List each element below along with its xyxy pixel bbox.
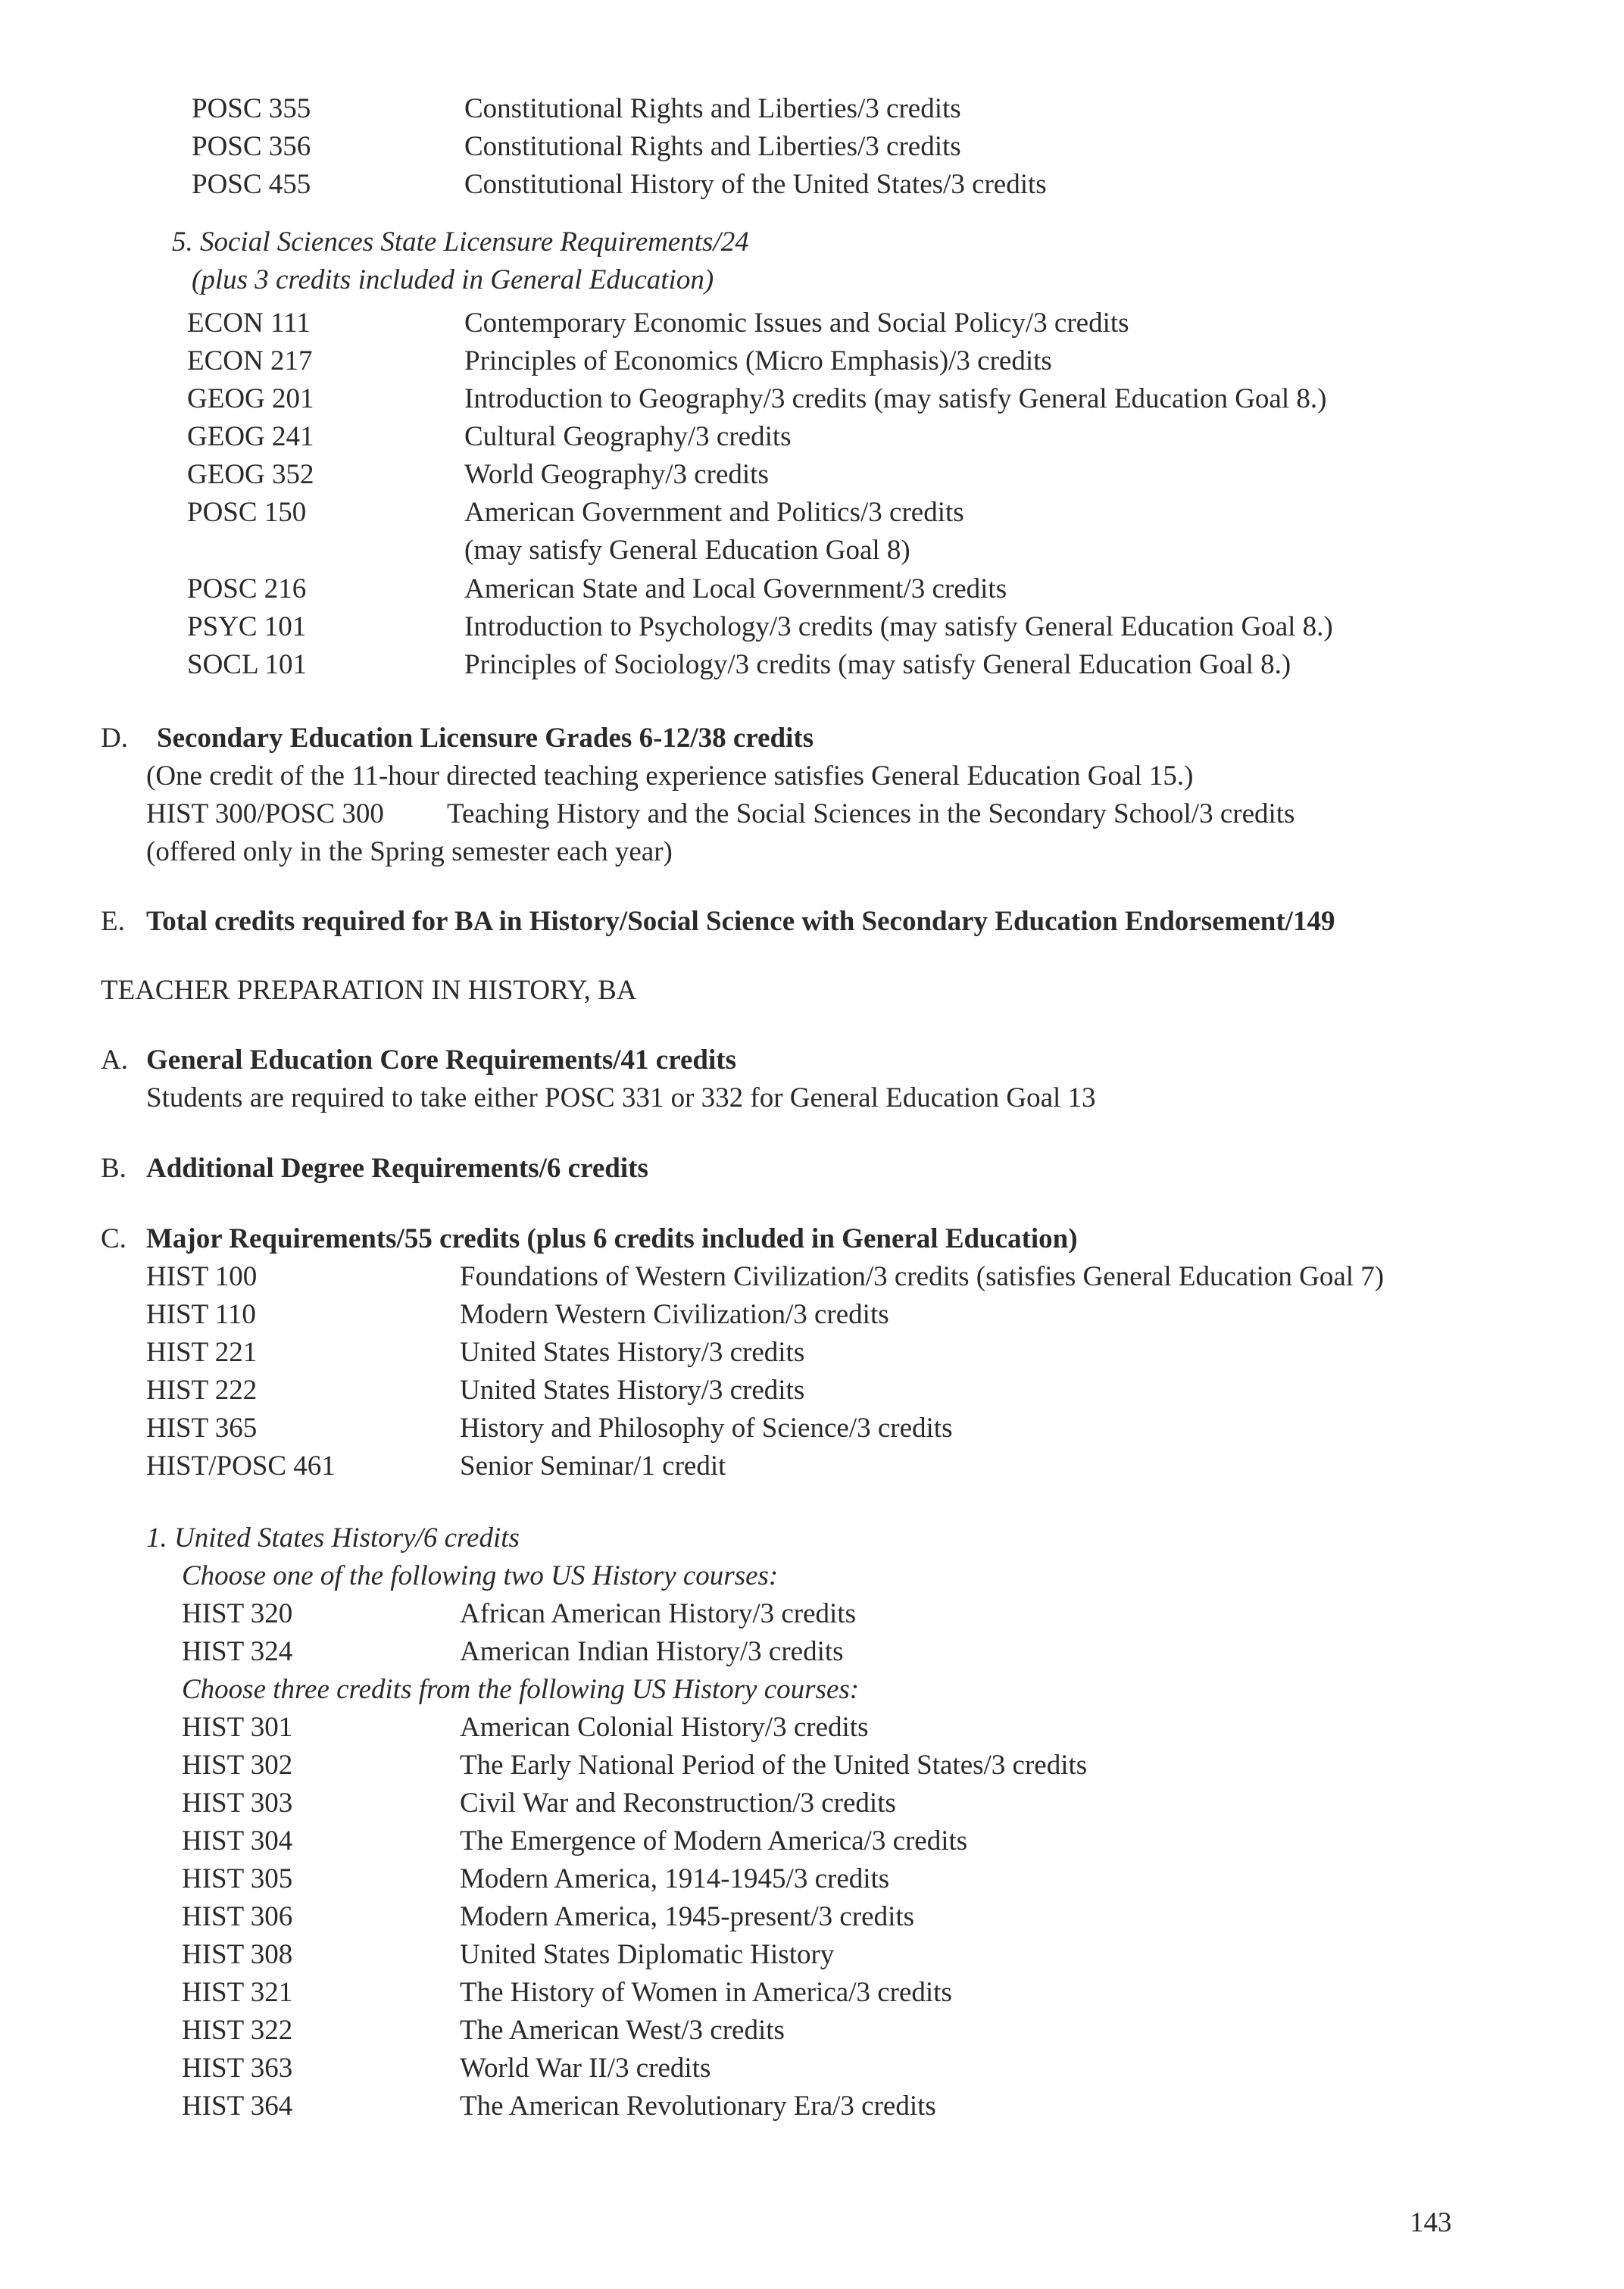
section-letter: E. [101,906,125,937]
course-title: Constitutional Rights and Liberties/3 credits [464,131,961,162]
course-title: The American West/3 credits [460,2015,785,2046]
course-code: POSC 216 [187,573,307,604]
course-code: HIST 221 [146,1337,258,1368]
course-title: History and Philosophy of Science/3 credits [460,1413,953,1444]
course-note: (may satisfy General Education Goal 8) [464,535,910,566]
course-title: The History of Women in America/3 credits [460,1977,952,2008]
course-code: HIST 305 [182,1863,293,1894]
course-title: Cultural Geography/3 credits [464,421,792,452]
course-title: Modern America, 1945-present/3 credits [460,1901,915,1932]
section-letter: B. [101,1153,126,1184]
course-code: POSC 355 [192,93,311,124]
course-title: African American History/3 credits [460,1598,856,1629]
course-code: HIST 304 [182,1825,293,1856]
course-code: HIST 308 [182,1939,293,1970]
course-code: HIST 363 [182,2053,293,2084]
course-title: American State and Local Government/3 credits [464,573,1007,604]
choose-one-instruction: Choose one of the following two US History courses: [182,1560,779,1591]
course-title: Contemporary Economic Issues and Social Policy/3 credits [464,308,1129,339]
section-b-heading: Additional Degree Requirements/6 credits [146,1153,648,1184]
social-sciences-subheading: (plus 3 credits included in General Education) [192,264,714,295]
program-title: TEACHER PREPARATION IN HISTORY, BA [101,975,637,1006]
course-title: Foundations of Western Civilization/3 credits (satisfies General Education Goal 7) [460,1261,1385,1292]
course-code: HIST 321 [182,1977,293,2008]
course-code: HIST/POSC 461 [146,1451,336,1482]
course-code: GEOG 352 [187,459,314,490]
course-title: The American Revolutionary Era/3 credits [460,2091,936,2122]
course-code: GEOG 241 [187,421,314,452]
course-code: POSC 356 [192,131,311,162]
course-code: ECON 217 [187,345,313,376]
course-code: PSYC 101 [187,611,307,642]
course-title: The Emergence of Modern America/3 credits [460,1825,968,1856]
section-c-heading-rest: credits (plus 6 credits included in General Education) [439,1223,1078,1254]
course-title: United States Diplomatic History [460,1939,835,1970]
course-code: HIST 364 [182,2091,293,2122]
social-sciences-heading: 5. Social Sciences State Licensure Requirements/24 [172,226,749,258]
course-title: World War II/3 credits [460,2053,711,2084]
course-title: Modern America, 1914-1945/3 credits [460,1863,890,1894]
section-letter: D. [101,723,128,754]
course-code: GEOG 201 [187,383,314,414]
course-title: United States History/3 credits [460,1375,805,1406]
section-c-heading [146,1225,1078,1253]
course-code: POSC 150 [187,497,307,528]
course-code: HIST 300/POSC 300 [146,798,384,829]
course-title: American Indian History/3 credits [460,1636,844,1667]
course-title: The Early National Period of the United States/3 credits [460,1750,1088,1781]
course-title: Constitutional Rights and Liberties/3 credits [464,93,961,124]
course-title: American Colonial History/3 credits [460,1712,869,1743]
course-title: Introduction to Psychology/3 credits (may satisfy General Education Goal 8.) [464,611,1333,642]
course-title: Teaching History and the Social Sciences in the Secondary School/3 credits [447,798,1295,829]
section-letter: A. [101,1045,128,1076]
section-a-note: Students are required to take either POSC 331 or 332 for General Education Goal 13 [146,1082,1096,1113]
course-title: Modern Western Civilization/3 credits [460,1299,889,1330]
course-code: HIST 303 [182,1788,293,1819]
course-title: Principles of Economics (Micro Emphasis)/3 credits [464,345,1052,376]
course-code: HIST 110 [146,1299,256,1330]
course-code: HIST 302 [182,1750,293,1781]
section-letter: C. [101,1223,126,1254]
course-title: Principles of Sociology/3 credits (may satisfy General Education Goal 8.) [464,649,1291,680]
section-d-heading: Secondary Education Licensure Grades 6-12/38 credits [157,723,814,754]
course-code: HIST 365 [146,1413,258,1444]
course-code: HIST 100 [146,1261,258,1292]
course-code: HIST 306 [182,1901,293,1932]
course-title: American Government and Politics/3 credits [464,497,964,528]
course-code: HIST 301 [182,1712,293,1743]
choose-three-instruction: Choose three credits from the following US History courses: [182,1674,860,1705]
course-code: POSC 455 [192,169,311,200]
us-history-heading: 1. United States History/6 credits [146,1522,520,1554]
course-code: ECON 111 [187,308,311,339]
section-e-text: Total credits required for BA in History/Social Science with Secondary Education Endorsement/149 [146,906,1335,937]
course-code: HIST 222 [146,1375,258,1406]
course-title: United States History/3 credits [460,1337,805,1368]
section-d-note: (offered only in the Spring semester each year) [146,836,673,867]
course-code: HIST 324 [182,1636,293,1667]
section-d-note: (One credit of the 11-hour directed teaching experience satisfies General Education Goal 15.) [146,760,1194,792]
course-title: Constitutional History of the United States/3 credits [464,169,1047,200]
page-number: 143 [1410,2207,1452,2238]
course-title: Senior Seminar/1 credit [460,1451,726,1482]
section-c-heading-main: Major Requirements/55 [146,1223,433,1254]
section-a-heading: General Education Core Requirements/41 credits [146,1045,736,1076]
course-code: SOCL 101 [187,649,307,680]
course-title: Introduction to Geography/3 credits (may satisfy General Education Goal 8.) [464,383,1327,414]
course-title: Civil War and Reconstruction/3 credits [460,1788,896,1819]
course-code: HIST 322 [182,2015,293,2046]
course-title: World Geography/3 credits [464,459,769,490]
course-code: HIST 320 [182,1598,293,1629]
